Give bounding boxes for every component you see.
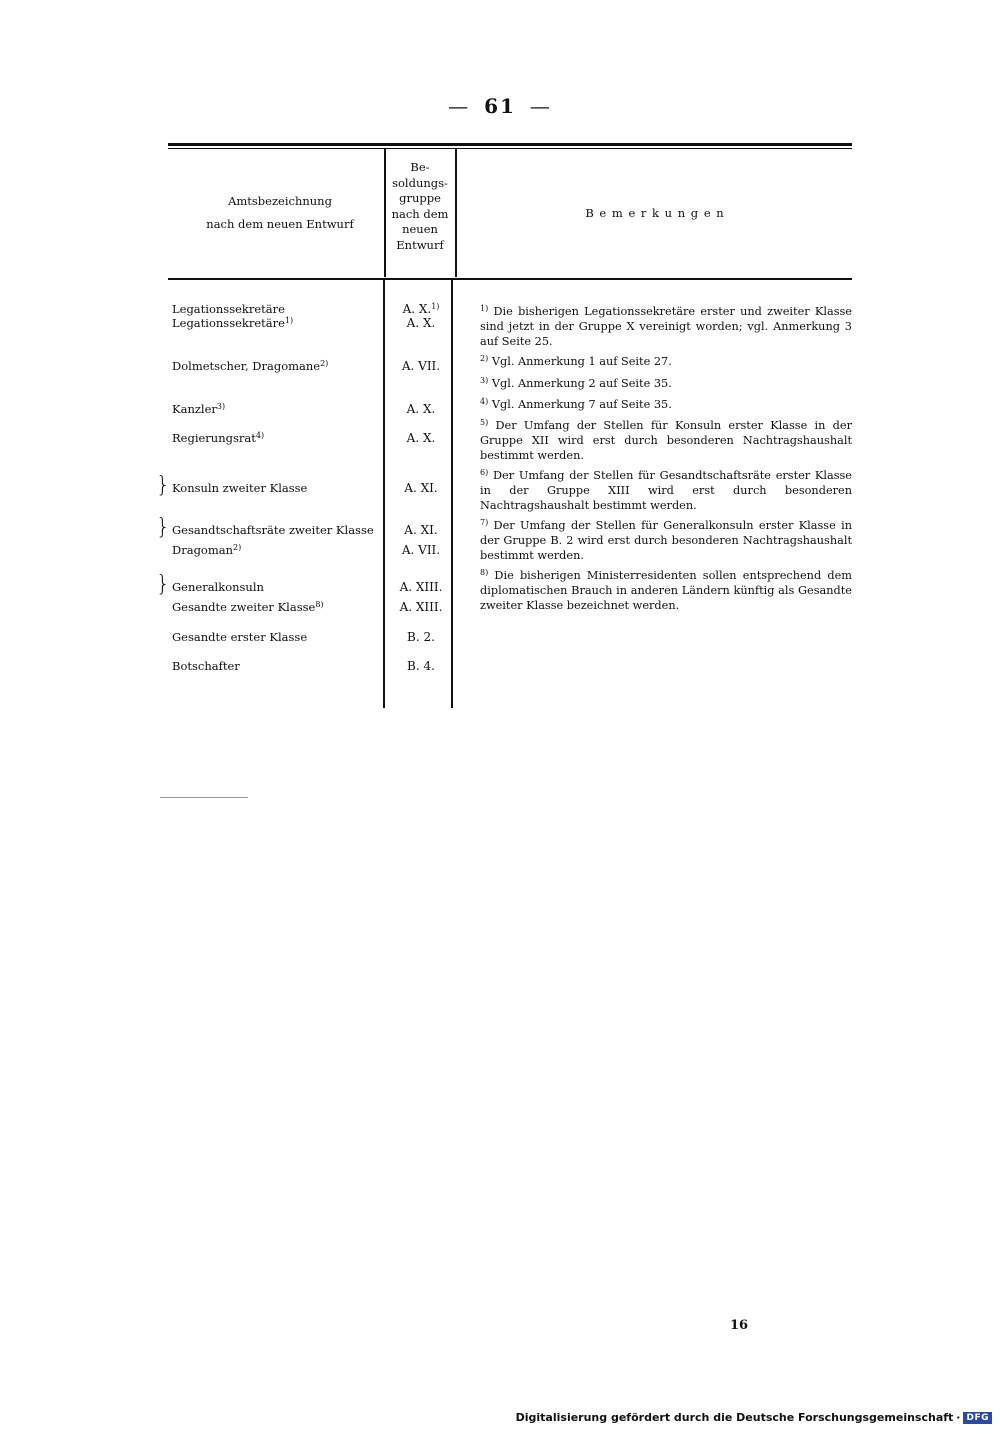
header-bottom-rule [168, 278, 852, 280]
header-amtsbezeichnung: Amtsbezeichnung nach dem neuen Entwurf [206, 194, 354, 231]
note-4: $^{4)}$ Vgl. Anmerkung 7 auf Seite 35. [480, 397, 672, 411]
row-amt-3: Dolmetscher, Dragomane$^{2)}$ [172, 359, 329, 373]
row-gruppe-5: A. X. [406, 431, 436, 445]
note-2: $^{2)}$ Vgl. Anmerkung 1 auf Seite 27. [480, 354, 672, 368]
dfg-logo-icon: DFG [963, 1412, 992, 1424]
row-gruppe-10: A. XIII. [399, 600, 443, 614]
scan-mark [160, 797, 248, 798]
row-gruppe-9: A. XIII. [399, 580, 443, 594]
row-gruppe-1: A. X.$^{1)}$ [402, 302, 440, 316]
table-top-rule-thin [168, 148, 852, 149]
row-amt-10: Gesandte zweiter Klasse$^{8)}$ [172, 600, 324, 614]
row-amt-6: Konsuln zweiter Klasse [172, 481, 308, 495]
row-amt-11: Gesandte erster Klasse [172, 630, 308, 644]
note-6: $^{6)}$ Der Umfang der Stellen für Gesandtschaftsräte erster Klasse in der Gruppe XIII wird erst durch besonderen Nachtragshaushalt bestimmt werden. [480, 468, 852, 512]
row-gruppe-6: A. XI. [404, 481, 438, 495]
brace-konsuln: } [156, 473, 170, 498]
brace-gesandtschaftsraete: } [156, 515, 170, 540]
row-amt-7: Gesandtschaftsräte zweiter Klasse [172, 523, 374, 537]
row-amt-9: Generalkonsuln [172, 580, 264, 594]
col-divider-1 [383, 280, 385, 708]
note-8: $^{8)}$ Die bisherigen Ministerresidenten sollen entsprechend dem diplomatischen Brauch in anderen Ländern künftig als Gesandte zweiter Klasse bezeichnet werden. [480, 568, 852, 612]
row-amt-2: Legationssekretäre$^{1)}$ [172, 316, 294, 330]
row-amt-8: Dragoman$^{2)}$ [172, 543, 242, 557]
row-gruppe-7: A. XI. [404, 523, 438, 537]
dash-right: — [529, 94, 552, 118]
brace-generalkonsuln: } [156, 572, 170, 597]
note-7: $^{7)}$ Der Umfang der Stellen für Generalkonsuln erster Klasse in der Gruppe B. 2 wird erst durch besonderen Nachtragshaushalt bestimmt werden. [480, 518, 853, 562]
col-divider-2-header [455, 149, 457, 277]
row-gruppe-12: B. 4. [407, 659, 435, 673]
row-gruppe-3: A. VII. [401, 359, 441, 373]
header-bemerkungen: B e m e r k u n g e n [585, 206, 725, 220]
digitization-footer: Digitalisierung gefördert durch die Deutsche Forschungsgemeinschaft · DFG [516, 1411, 992, 1424]
dash-left: — [448, 94, 471, 118]
footer-text: Digitalisierung gefördert durch die Deutsche Forschungsgemeinschaft [515, 1411, 954, 1424]
row-amt-4: Kanzler$^{3)}$ [172, 402, 226, 416]
row-amt-1: Legationssekretäre [172, 302, 285, 316]
row-gruppe-8: A. VII. [401, 543, 441, 557]
note-3: $^{3)}$ Vgl. Anmerkung 2 auf Seite 35. [480, 376, 672, 390]
header-besoldungsgruppe: Be- soldungs- gruppe nach dem neuen Entwurf [391, 160, 449, 252]
row-gruppe-4: A. X. [406, 402, 436, 416]
page-number: — 61 — [448, 94, 552, 118]
row-gruppe-11: B. 2. [407, 630, 435, 644]
row-gruppe-2: A. X. [406, 316, 436, 330]
table-top-rule [168, 143, 852, 146]
row-amt-5: Regierungsrat$^{4)}$ [172, 431, 265, 445]
row-amt-12: Botschafter [172, 659, 240, 673]
note-1: $^{1)}$ Die bisherigen Legationssekretäre erster und zweiter Klasse sind jetzt in der Gruppe X vereinigt worden; vgl. Anmerkung 3 auf Seite 25. [480, 304, 852, 348]
sheet-number: 16 [730, 1318, 749, 1333]
note-5: $^{5)}$ Der Umfang der Stellen für Konsuln erster Klasse in der Gruppe XII wird erst durch besonderen Nachtragshaushalt bestimmt werden. [480, 418, 853, 462]
